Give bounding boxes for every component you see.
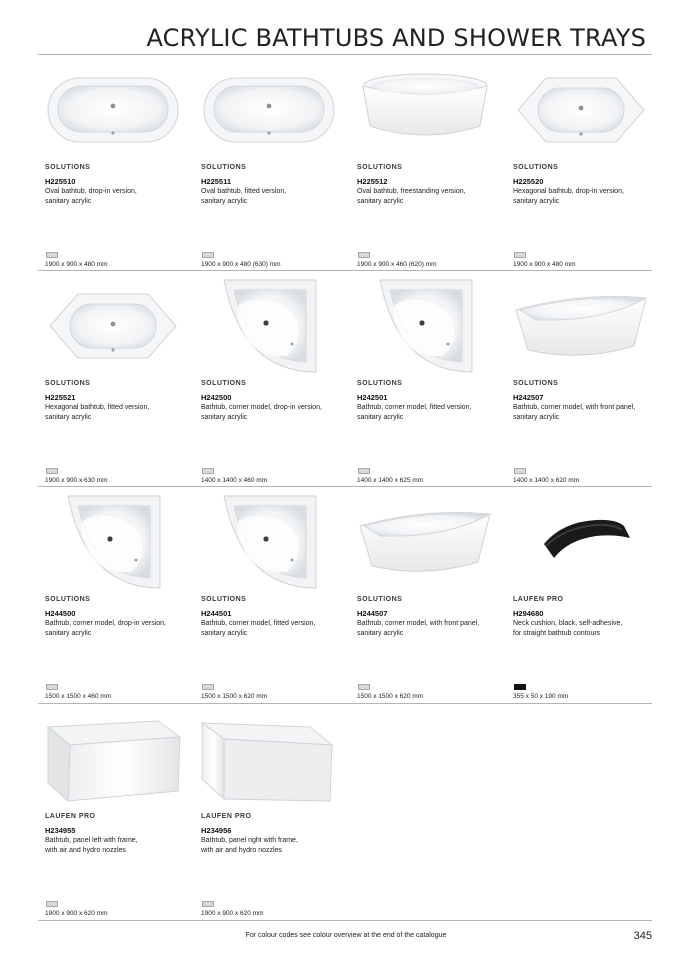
colour-swatch-icon bbox=[358, 252, 370, 258]
product-dimensions: 1500 x 1500 x 620 mm bbox=[357, 693, 424, 700]
product-code: H244507 bbox=[357, 609, 388, 618]
product-brand: SOLUTIONS bbox=[357, 596, 403, 603]
product-description-line: sanitary acrylic bbox=[45, 413, 92, 421]
product-description-line: Oval bathtub, freestanding version, bbox=[357, 188, 466, 195]
product-card[interactable] bbox=[350, 272, 500, 488]
product-dimensions: 1900 x 900 x 460 (620) mm bbox=[357, 261, 437, 268]
product-code: H234956 bbox=[201, 826, 232, 835]
corner-bathtub-image bbox=[38, 492, 188, 592]
product-dimensions: 1500 x 1500 x 460 mm bbox=[45, 693, 112, 700]
colour-swatch-icon bbox=[202, 252, 214, 258]
product-card[interactable] bbox=[350, 488, 500, 704]
page-number: 345 bbox=[633, 930, 652, 942]
product-description-line: Bathtub, panel right with frame, bbox=[201, 837, 298, 844]
product-description bbox=[201, 619, 346, 638]
product-description-line: sanitary acrylic bbox=[357, 413, 404, 421]
product-code: H242507 bbox=[513, 393, 544, 402]
product-brand: SOLUTIONS bbox=[201, 164, 247, 171]
product-dimensions: 1400 x 1400 x 460 mm bbox=[201, 477, 268, 484]
product-description bbox=[45, 187, 190, 206]
rect-panel-right-image bbox=[194, 709, 344, 809]
product-card[interactable] bbox=[506, 56, 656, 272]
hexagonal-bathtub-image bbox=[506, 60, 656, 160]
product-description-line: sanitary acrylic bbox=[357, 197, 404, 205]
product-dimensions: 1900 x 900 x 480 mm bbox=[513, 261, 576, 268]
product-description bbox=[513, 619, 658, 638]
product-description-line: with air and hydro nozzles bbox=[45, 846, 126, 854]
product-description-line: Oval bathtub, drop-in version, bbox=[45, 188, 137, 195]
corner-panel-bathtub-image bbox=[350, 492, 500, 592]
product-row bbox=[38, 272, 652, 488]
corner-panel-bathtub-image bbox=[506, 276, 656, 376]
product-card[interactable] bbox=[38, 272, 188, 488]
product-description bbox=[513, 187, 658, 206]
product-description bbox=[45, 619, 190, 638]
product-description bbox=[201, 403, 346, 422]
product-description-line: for straight bathtub contours bbox=[513, 629, 601, 637]
product-card[interactable] bbox=[38, 488, 188, 704]
product-description-line: with air and hydro nozzles bbox=[201, 846, 282, 854]
corner-bathtub-image bbox=[194, 276, 344, 376]
product-row bbox=[38, 56, 652, 272]
colour-swatch-icon bbox=[514, 468, 526, 474]
product-description-line: Bathtub, corner model, fitted version, bbox=[201, 620, 316, 627]
product-code: H225520 bbox=[513, 177, 544, 186]
product-description-line: sanitary acrylic bbox=[513, 413, 560, 421]
product-brand: LAUFEN PRO bbox=[201, 813, 252, 820]
product-brand: LAUFEN PRO bbox=[513, 596, 564, 603]
product-card[interactable] bbox=[194, 56, 344, 272]
product-description bbox=[201, 187, 346, 206]
product-description bbox=[45, 836, 190, 855]
product-description bbox=[357, 403, 502, 422]
product-code: H225511 bbox=[201, 177, 232, 186]
product-card[interactable] bbox=[506, 488, 656, 704]
product-code: H242501 bbox=[357, 393, 388, 402]
product-dimensions: 1400 x 1400 x 620 mm bbox=[513, 477, 580, 484]
product-card[interactable] bbox=[38, 705, 188, 921]
product-description bbox=[357, 187, 502, 206]
product-dimensions: 1900 x 900 x 630 mm bbox=[45, 477, 108, 484]
product-description-line: Oval bathtub, fitted version, bbox=[201, 188, 287, 195]
product-description bbox=[513, 403, 658, 422]
product-brand: SOLUTIONS bbox=[45, 380, 91, 387]
oval-bathtub-image bbox=[194, 60, 344, 160]
product-brand: SOLUTIONS bbox=[513, 380, 559, 387]
product-dimensions: 1400 x 1400 x 625 mm bbox=[357, 477, 424, 484]
product-description bbox=[357, 619, 502, 638]
product-description-line: Bathtub, panel left with frame, bbox=[45, 837, 138, 844]
product-dimensions: 1900 x 900 x 620 mm bbox=[201, 910, 264, 917]
colour-swatch-icon bbox=[358, 468, 370, 474]
colour-swatch-icon bbox=[202, 684, 214, 690]
hexagonal-bathtub-image bbox=[38, 276, 188, 376]
colour-swatch-icon bbox=[358, 684, 370, 690]
product-description-line: sanitary acrylic bbox=[201, 629, 248, 637]
product-code: H294680 bbox=[513, 609, 544, 618]
product-description bbox=[201, 836, 346, 855]
product-description-line: sanitary acrylic bbox=[45, 197, 92, 205]
product-card[interactable] bbox=[506, 272, 656, 488]
colour-swatch-icon bbox=[514, 684, 526, 690]
product-card[interactable] bbox=[38, 56, 188, 272]
corner-bathtub-image bbox=[194, 492, 344, 592]
colour-swatch-icon bbox=[46, 901, 58, 907]
product-code: H244500 bbox=[45, 609, 76, 618]
product-description-line: Neck cushion, black, self-adhesive, bbox=[513, 620, 623, 627]
product-code: H225512 bbox=[357, 177, 388, 186]
product-description-line: Bathtub, corner model, drop-in version, bbox=[201, 404, 323, 411]
product-description-line: Hexagonal bathtub, drop-in version, bbox=[513, 188, 624, 195]
product-description-line: sanitary acrylic bbox=[513, 197, 560, 205]
product-card[interactable] bbox=[194, 272, 344, 488]
product-code: H244501 bbox=[201, 609, 232, 618]
colour-swatch-icon bbox=[46, 468, 58, 474]
product-description-line: Bathtub, corner model, drop-in version, bbox=[45, 620, 167, 627]
product-row bbox=[38, 488, 652, 704]
product-dimensions: 1900 x 900 x 480 (630) mm bbox=[201, 261, 281, 268]
row-divider bbox=[38, 270, 652, 271]
colour-swatch-icon bbox=[46, 252, 58, 258]
product-description bbox=[45, 403, 190, 422]
product-brand: SOLUTIONS bbox=[513, 164, 559, 171]
product-description-line: Bathtub, corner model, with front panel, bbox=[513, 404, 636, 411]
product-brand: SOLUTIONS bbox=[357, 164, 403, 171]
product-brand: SOLUTIONS bbox=[201, 380, 247, 387]
product-code: H225521 bbox=[45, 393, 76, 402]
product-brand: SOLUTIONS bbox=[45, 596, 91, 603]
product-description-line: Hexagonal bathtub, fitted version, bbox=[45, 404, 150, 411]
product-brand: SOLUTIONS bbox=[357, 380, 403, 387]
colour-swatch-icon bbox=[202, 468, 214, 474]
colour-swatch-icon bbox=[202, 901, 214, 907]
product-dimensions: 1500 x 1500 x 620 mm bbox=[201, 693, 268, 700]
corner-bathtub-image bbox=[350, 276, 500, 376]
freestanding-bathtub-image bbox=[350, 60, 500, 160]
rect-panel-left-image bbox=[38, 709, 188, 809]
product-description-line: sanitary acrylic bbox=[201, 413, 248, 421]
product-row bbox=[38, 705, 652, 921]
product-dimensions: 1900 x 900 x 480 mm bbox=[45, 261, 108, 268]
row-divider bbox=[38, 486, 652, 487]
row-divider bbox=[38, 703, 652, 704]
product-brand: SOLUTIONS bbox=[201, 596, 247, 603]
product-description-line: Bathtub, corner model, fitted version, bbox=[357, 404, 472, 411]
product-description-line: Bathtub, corner model, with front panel, bbox=[357, 620, 480, 627]
oval-bathtub-image bbox=[38, 60, 188, 160]
product-brand: LAUFEN PRO bbox=[45, 813, 96, 820]
footer-note: For colour codes see colour overview at the end of the catalogue bbox=[245, 932, 447, 939]
product-code: H242500 bbox=[201, 393, 232, 402]
product-dimensions: 1900 x 900 x 620 mm bbox=[45, 910, 108, 917]
product-dimensions: 355 x 50 x 190 mm bbox=[513, 693, 569, 700]
product-description-line: sanitary acrylic bbox=[45, 629, 92, 637]
colour-swatch-icon bbox=[46, 684, 58, 690]
colour-swatch-icon bbox=[514, 252, 526, 258]
product-card[interactable] bbox=[350, 56, 500, 272]
product-description-line: sanitary acrylic bbox=[201, 197, 248, 205]
row-divider bbox=[38, 920, 652, 921]
neck-cushion-image bbox=[506, 492, 656, 592]
product-code: H234955 bbox=[45, 826, 76, 835]
product-card[interactable] bbox=[194, 488, 344, 704]
product-code: H225510 bbox=[45, 177, 76, 186]
product-card[interactable] bbox=[194, 705, 344, 921]
product-description-line: sanitary acrylic bbox=[357, 629, 404, 637]
product-brand: SOLUTIONS bbox=[45, 164, 91, 171]
page-title: ACRYLIC BATHTUBS AND SHOWER TRAYS bbox=[146, 24, 646, 52]
title-divider bbox=[38, 54, 652, 55]
